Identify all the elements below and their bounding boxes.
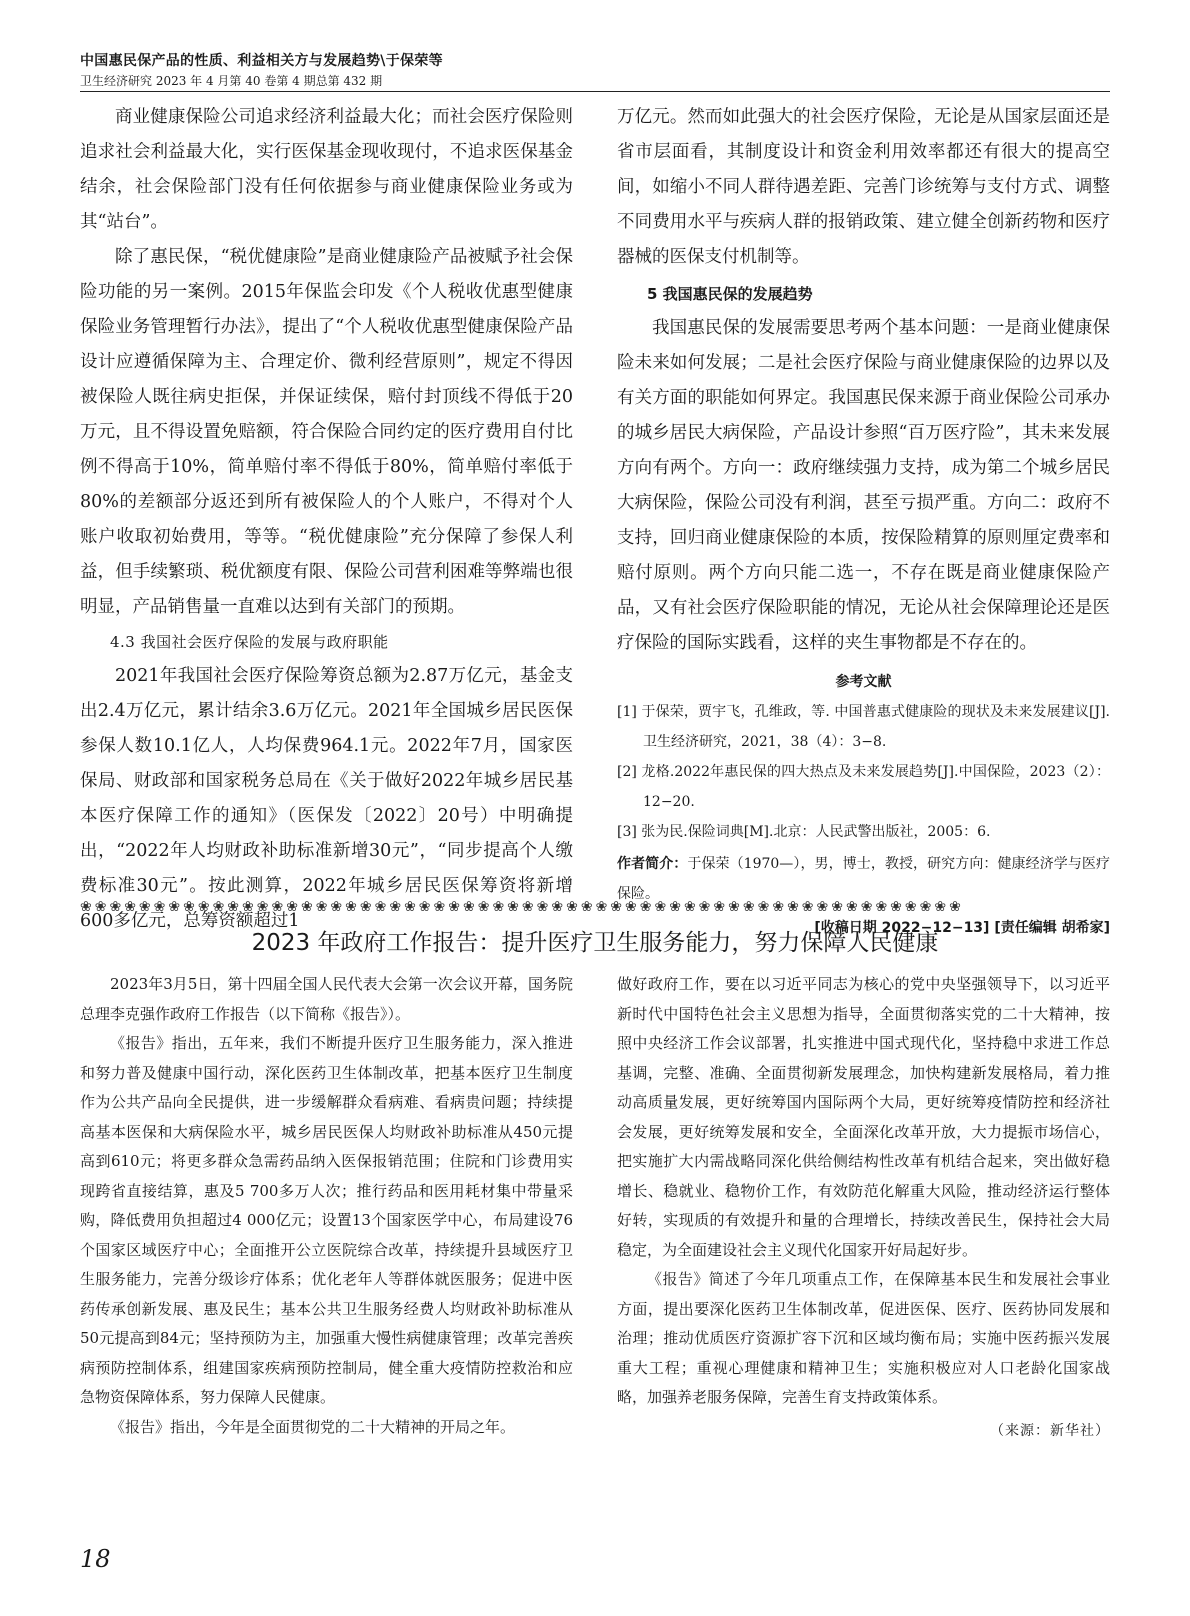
journal-info: 卫生经济研究 2023 年 4 月第 40 卷第 4 期总第 432 期 — [80, 74, 383, 88]
article-right-column — [617, 100, 1110, 937]
news-left-column — [80, 970, 573, 1442]
news-paragraph: 2023年3月5日，第十四届全国人民代表大会第一次会议开幕，国务院总理李克强作政府工作报告（以下简称《报告》）。 — [80, 975, 573, 1023]
article-left-column — [80, 100, 573, 939]
body-paragraph: 2021年我国社会医疗保险筹资总额为2.87万亿元，基金支出2.4万亿元，累计结余3.6万亿元。2021年全国城乡居民医保参保人数10.1亿人，人均保费964.1元。2022年7月，国家医保局、财政部和国家税务总局在《关于做好2022年城乡居民基本医疗保障工作的通知》（医保发〔2022〕20号）中明确提出，“2022年人均财政补助标准新增30元”，“同步提高个人缴费标准30元”。按此测算，2022年城乡居民医保筹资将新增600多亿元，总筹资额超过1 — [80, 666, 573, 931]
ornament-divider: ❀❀❀❀❀❀❀❀❀❀❀❀❀❀❀❀❀❀❀❀❀❀❀❀❀❀❀❀❀❀❀❀❀❀❀❀❀❀❀❀❀❀❀❀❀❀❀❀❀❀❀❀❀❀❀❀❀❀❀❀ — [80, 899, 964, 915]
page-number: 18 — [80, 1545, 111, 1573]
news-right-column — [617, 970, 1110, 1445]
news-paragraph: 做好政府工作，要在以习近平同志为核心的党中央坚强领导下，以习近平新时代中国特色社会主义思想为指导，全面贯彻落实党的二十大精神，按照中央经济工作会议部署，扎实推进中国式现代化，坚持稳中求进工作总基调，完整、准确、全面贯彻新发展理念，加快构建新发展格局，着力推动高质量发展，更好统筹国内国际两个大局，更好统筹疫情防控和经济社会发展，更好统筹发展和安全，全面深化改革开放，大力提振市场信心，把实施扩大内需战略同深化供给侧结构性改革有机结合起来，突出做好稳增长、稳就业、稳物价工作，有效防范化解重大风险，推动经济运行整体好转，实现质的有效提升和量的合理增长，持续改善民生，保持社会大局稳定，为全面建设社会主义现代化国家开好局起好步。 — [617, 975, 1110, 1259]
running-title: 中国惠民保产品的性质、利益相关方与发展趋势\于保荣等 — [80, 53, 443, 69]
news-title: 2023 年政府工作报告：提升医疗卫生服务能力，努力保障人民健康 — [251, 930, 939, 956]
reference-item: [1] 于保荣，贾宇飞，孔维政，等. 中国普惠式健康险的现状及未来发展建议[J]. 卫生经济研究，2021，38（4）：3−8. — [617, 704, 1110, 750]
reference-item: [3] 张为民.保险词典[M].北京：人民武警出版社，2005：6. — [617, 824, 991, 840]
references-title: 参考文献 — [835, 674, 892, 690]
body-paragraph: 除了惠民保，“税优健康险”是商业健康险产品被赋予社会保险功能的另一案例。2015年保监会印发《个人税收优惠型健康保险业务管理暂行办法》，提出了“个人税收优惠型健康保险产品设计应遵循保障为主、合理定价、微利经营原则”，规定不得因被保险人既往病史拒保，并保证续保，赔付封顶线不得低于20万元，且不得设置免赔额，符合保险合同约定的医疗费用自付比例不得高于10%，简单赔付率不得低于80%，简单赔付率低于80%的差额部分返还到所有被保险人的个人账户，不得对个人账户收取初始费用，等等。“税优健康险”充分保障了参保人利益，但手续繁琐、税优额度有限、保险公司营利困难等弊端也很明显，产品销售量一直难以达到有关部门的预期。 — [80, 247, 573, 617]
author-text: 于保荣（1970—），男，博士，教授，研究方向：健康经济学与医疗保险。 — [617, 856, 1110, 902]
body-paragraph: 我国惠民保的发展需要思考两个基本问题：一是商业健康保险未来如何发展；二是社会医疗保险与商业健康保险的边界以及有关方面的职能如何界定。我国惠民保来源于商业保险公司承办的城乡居民大病保险，产品设计参照“百万医疗险”，其未来发展方向有两个。方向一：政府继续强力支持，成为第二个城乡居民大病保险，保险公司没有利润，甚至亏损严重。方向二：政府不支持，回归商业健康保险的本质，按保险精算的原则厘定费率和赔付原则。两个方向只能二选一，不存在既是商业健康保险产品，又有社会医疗保险职能的情况，无论从社会保障理论还是医疗保险的国际实践看，这样的夹生事物都是不存在的。 — [617, 318, 1110, 653]
body-paragraph: 万亿元。然而如此强大的社会医疗保险，无论是从国家层面还是省市层面看，其制度设计和资金利用效率都还有很大的提高空间，如缩小不同人群待遇差距、完善门诊统筹与支付方式、调整不同费用水平与疾病人群的报销政策、建立健全创新药物和医疗器械的医保支付机制等。 — [617, 107, 1110, 267]
subsection-heading: 4.3 我国社会医疗保险的发展与政府职能 — [110, 633, 389, 651]
news-paragraph: 《报告》指出，今年是全面贯彻党的二十大精神的开局之年。 — [110, 1417, 516, 1436]
news-paragraph: 《报告》简述了今年几项重点工作，在保障基本民生和发展社会事业方面，提出要深化医药卫生体制改革，促进医保、医疗、医药协同发展和治理；推动优质医疗资源扩容下沉和区域均衡布局；实施中医药振兴发展重大工程；重视心理健康和精神卫生；实施积极应对人口老龄化国家战略，加强养老服务保障，完善生育支持政策体系。 — [617, 1270, 1110, 1406]
body-paragraph: 商业健康保险公司追求经济利益最大化；而社会医疗保险则追求社会利益最大化，实行医保基金现收现付，不追求医保基金结余，社会保险部门没有任何依据参与商业健康保险业务或为其“站台”。 — [80, 107, 573, 232]
received-date: [收稿日期 2022−12−13] [责任编辑 胡希家] — [814, 920, 1110, 936]
author-label: 作者简介： — [617, 856, 688, 872]
reference-item: [2] 龙格.2022年惠民保的四大热点及未来发展趋势[J].中国保险，2023（2）：12−20. — [617, 764, 1110, 810]
header-rule — [80, 91, 1110, 92]
news-paragraph: 《报告》指出，五年来，我们不断提升医疗卫生服务能力，深入推进和努力普及健康中国行动，深化医药卫生体制改革，把基本医疗卫生制度作为公共产品向全民提供，进一步缓解群众看病难、看病贵问题；持续提高基本医保和大病保险水平，城乡居民医保人均财政补助标准从450元提高到610元；将更多群众急需药品纳入医保报销范围；住院和门诊费用实现跨省直接结算，惠及5 700多万人次；推行药品和医用耗材集中带量采购，降低费用负担超过4 000亿元；设置13个国家医学中心，布局建设76个国家区域医疗中心；全面推开公立医院综合改革，持续提升县域医疗卫生服务能力，完善分级诊疗体系；优化老年人等群体就医服务；促进中医药传承创新发展、惠及民生；基本公共卫生服务经费人均财政补助标准从50元提高到84元；坚持预防为主，加强重大慢性病健康管理；改革完善疾病预防控制体系，组建国家疾病预防控制局，健全重大疫情防控救治和应急物资保障体系，努力保障人民健康。 — [80, 1034, 573, 1406]
section-heading: 5 我国惠民保的发展趋势 — [647, 285, 813, 303]
news-source: （来源：新华社） — [990, 1422, 1110, 1439]
